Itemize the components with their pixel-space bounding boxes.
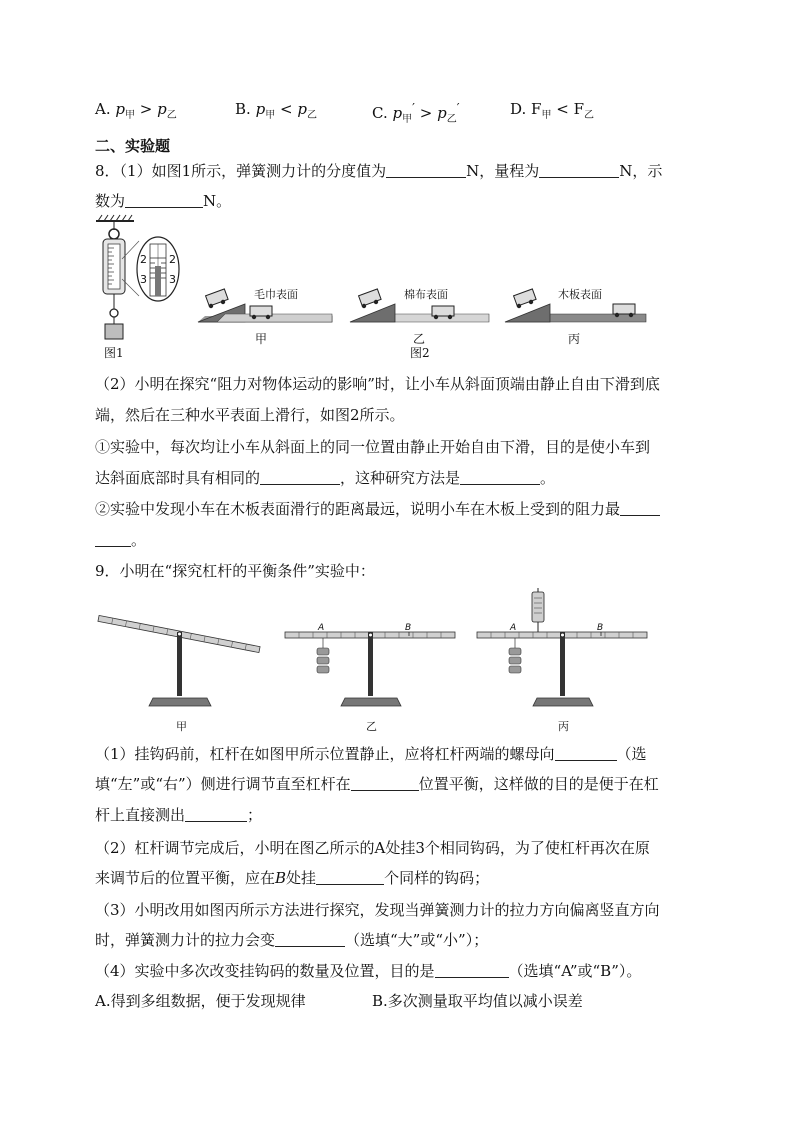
surface-label-cotton: 棉布表面 bbox=[404, 288, 448, 301]
q9-option-a: A.得到多组数据，便于发现规律 bbox=[95, 992, 306, 1010]
answer-blank[interactable] bbox=[95, 531, 131, 547]
surface-label-wood: 木板表面 bbox=[558, 288, 602, 301]
q7-option-d: D. $F_甲 < F_乙$ bbox=[510, 100, 595, 121]
scale-label-left-3: 3 bbox=[140, 273, 147, 286]
answer-blank[interactable] bbox=[260, 469, 340, 485]
q9-part4-line1: （4）实验中多次改变挂钩码的数量及位置，目的是 （选填“A”或“B”）。 bbox=[95, 962, 642, 980]
q8-line1: 8．（1）如图1所示，弹簧测力计的分度值为 N，量程为 N，示 bbox=[95, 162, 663, 180]
q8-part2-line2: 端，然后在三种水平表面上滑行，如图2所示。 bbox=[95, 406, 405, 424]
q8-part2-line1: （2）小明在探究“阻力对物体运动的影响”时，让小车从斜面顶端由静止自由下滑到底 bbox=[95, 375, 660, 393]
answer-blank[interactable] bbox=[460, 469, 540, 485]
surface-label-towel: 毛巾表面 bbox=[254, 288, 298, 301]
lever-yi-point-b: B bbox=[405, 623, 412, 633]
scale-label-left-2: 2 bbox=[140, 253, 147, 266]
q8-part2-sub1-line2: 达斜面底部时具有相同的 ，这种研究方法是 。 bbox=[95, 469, 556, 487]
ramp-caption-yi: 乙 bbox=[413, 332, 426, 346]
answer-blank[interactable] bbox=[351, 775, 419, 791]
q9-part2-line1: （2）杠杆调节完成后，小明在图乙所示的A处挂3个相同钩码，为了使杠杆再次在原 bbox=[95, 839, 650, 857]
answer-blank[interactable] bbox=[620, 500, 660, 516]
figure-1-caption: 图1 bbox=[104, 346, 124, 360]
figure-levers bbox=[95, 588, 655, 718]
scale-label-right-3: 3 bbox=[169, 273, 176, 286]
q8-line2: 数为 N。 bbox=[95, 192, 232, 210]
q7-option-b: B. $p_甲 < p_乙$ bbox=[235, 100, 317, 121]
q9-intro: 9．小明在“探究杠杆的平衡条件”实验中： bbox=[95, 562, 375, 580]
q9-part3-line2: 时，弹簧测力计的拉力会变 （选填“大”或“小”）； bbox=[95, 931, 489, 949]
q8-part2-sub2-line2: 。 bbox=[95, 529, 146, 550]
q8-part2-sub2-line1: ②实验中发现小车在木板表面滑行的距离最远，说明小车在木板上受到的阻力最 bbox=[95, 498, 660, 519]
q9-part1-line2: 填“左”或“右”）侧进行调节直至杠杆在 位置平衡，这样做的目的是便于在杠 bbox=[95, 775, 659, 793]
q9-option-b: B.多次测量取平均值以减小误差 bbox=[372, 992, 583, 1010]
answer-blank[interactable] bbox=[316, 869, 384, 885]
lever-jia bbox=[98, 615, 260, 706]
section-title: 二、实验题 bbox=[95, 137, 171, 155]
ramp-caption-bing: 丙 bbox=[568, 332, 581, 346]
figure-1-spring-scale bbox=[92, 214, 192, 364]
figure-2-caption: 图2 bbox=[410, 346, 430, 360]
lever-bing-point-a: A bbox=[510, 623, 517, 633]
answer-blank[interactable] bbox=[435, 962, 509, 978]
q7-option-a: A. $p_甲 > p_乙$ bbox=[95, 100, 177, 121]
scale-label-right-2: 2 bbox=[169, 253, 176, 266]
lever-caption-bing: 丙 bbox=[558, 720, 569, 733]
lever-bing-point-b: B bbox=[597, 623, 604, 633]
q9-part2-line2: 来调节后的位置平衡，应在B处挂 个同样的钩码； bbox=[95, 869, 490, 887]
answer-blank[interactable] bbox=[386, 162, 466, 178]
ramp-caption-jia: 甲 bbox=[255, 332, 268, 346]
answer-blank[interactable] bbox=[539, 162, 619, 178]
q9-part1-line1: （1）挂钩码前，杠杆在如图甲所示位置静止，应将杠杆两端的螺母向 （选 bbox=[95, 745, 647, 763]
lever-yi-point-a: A bbox=[318, 623, 325, 633]
answer-blank[interactable] bbox=[555, 745, 617, 761]
answer-blank[interactable] bbox=[275, 931, 345, 947]
answer-blank[interactable] bbox=[185, 806, 247, 822]
answer-blank[interactable] bbox=[125, 192, 203, 208]
lever-caption-yi: 乙 bbox=[366, 720, 377, 733]
lever-caption-jia: 甲 bbox=[176, 720, 187, 733]
q7-option-c: C. $p_甲' > p_乙'$ bbox=[372, 100, 460, 125]
lever-bing bbox=[477, 588, 647, 706]
q8-part2-sub1-line1: ①实验中，每次均让小车从斜面上的同一位置由静止开始自由下滑，目的是使小车到 bbox=[95, 438, 651, 456]
lever-yi bbox=[285, 623, 455, 706]
q9-part3-line1: （3）小明改用如图丙所示方法进行探究，发现当弹簧测力计的拉力方向偏离竖直方向 bbox=[95, 901, 660, 919]
q9-part1-line3: 杆上直接测出 ； bbox=[95, 806, 263, 824]
